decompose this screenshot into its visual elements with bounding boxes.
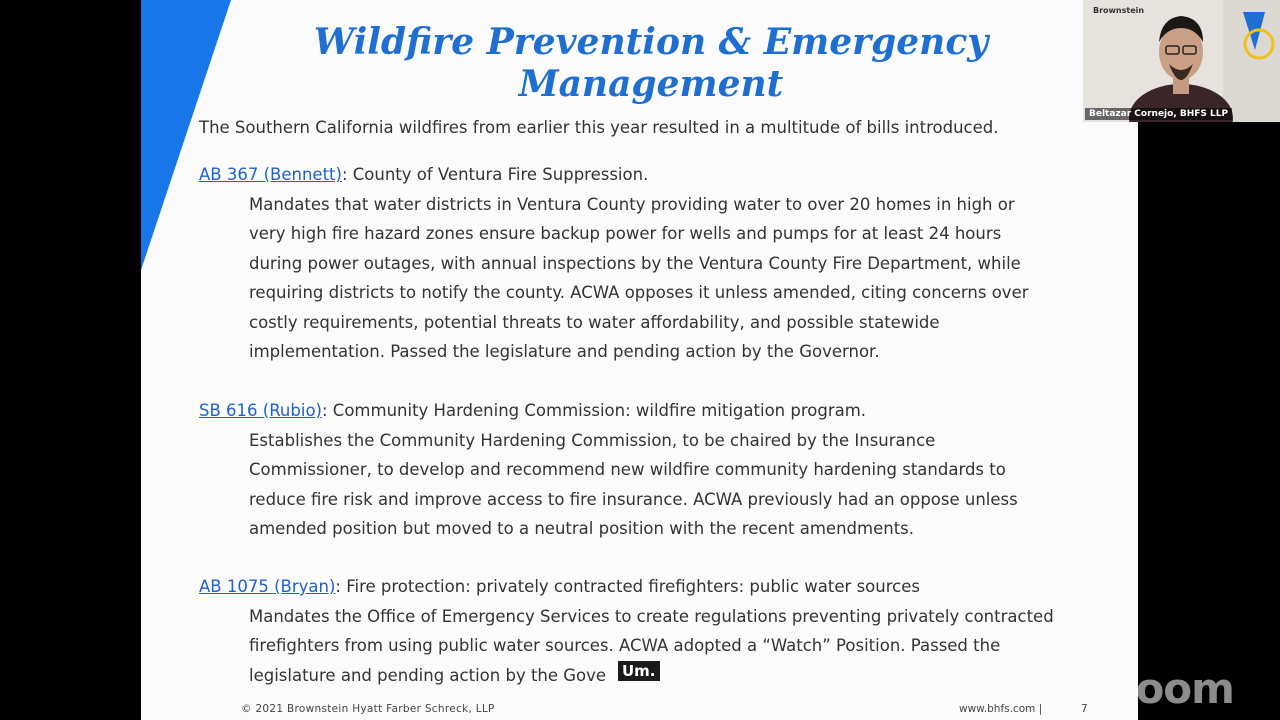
bill-link[interactable]: SB 616 (Rubio) bbox=[199, 401, 322, 420]
bill-description bbox=[249, 602, 1099, 690]
description-line: firefighters from using public water sources. ACWA adopted a “Watch” Position. Passed the bbox=[249, 636, 1001, 656]
presentation-slide bbox=[141, 0, 1138, 720]
bill-description bbox=[249, 190, 1099, 366]
description-line: implementation. Passed the legislature and pending action by the Governor. bbox=[249, 342, 880, 362]
description-line: costly requirements, potential threats to water affordability, and possible statewide bbox=[249, 312, 940, 332]
bill-heading bbox=[199, 577, 920, 596]
slide-title-line2: Management bbox=[518, 63, 784, 105]
bill-description bbox=[249, 426, 1099, 544]
speaker-video-tile[interactable] bbox=[1083, 0, 1280, 122]
description-line: amended position but moved to a neutral position with the recent amendments. bbox=[249, 519, 915, 539]
footer-website: www.bhfs.com | bbox=[959, 703, 1043, 715]
slide-page-number: 7 bbox=[1081, 703, 1088, 715]
slide-title-line1: Wildfire Prevention & Emergency bbox=[313, 21, 989, 63]
description-line: requiring districts to notify the county. ACWA opposes it unless amended, citing concerns over bbox=[249, 283, 1029, 303]
description-line: Commissioner, to develop and recommend new wildfire community hardening standards to bbox=[249, 460, 1006, 480]
bill-link[interactable]: AB 367 (Bennett) bbox=[199, 165, 342, 184]
live-caption: Um. bbox=[618, 661, 660, 681]
description-line: during power outages, with annual inspections by the Ventura County Fire Department, while bbox=[249, 253, 1021, 273]
bill-heading bbox=[199, 401, 866, 420]
footer-copyright: © 2021 Brownstein Hyatt Farber Schreck, LLP bbox=[241, 703, 495, 715]
zoom-watermark: zoom bbox=[1112, 664, 1234, 713]
bill-link[interactable]: AB 1075 (Bryan) bbox=[199, 577, 336, 596]
description-line: reduce fire risk and improve access to fire insurance. ACWA previously had an oppose unless bbox=[249, 489, 1018, 509]
bill-heading-text: : County of Ventura Fire Suppression. bbox=[341, 165, 649, 184]
description-line: very high fire hazard zones ensure backup power for wells and pumps for at least 24 hours bbox=[249, 224, 1002, 244]
brand-logo-icon bbox=[1233, 10, 1277, 70]
bill-heading-text: : Community Hardening Commission: wildfire mitigation program. bbox=[322, 401, 867, 420]
description-line: Establishes the Community Hardening Commission, to be chaired by the Insurance bbox=[249, 431, 936, 450]
video-brand-label: Brownstein bbox=[1093, 6, 1145, 15]
bill-heading bbox=[199, 165, 648, 184]
intro-text: The Southern California wildfires from earlier this year resulted in a multitude of bills introduced. bbox=[199, 118, 999, 137]
description-line: Mandates that water districts in Ventura County providing water to over 20 homes in high or bbox=[249, 195, 1015, 214]
bill-heading-text: : Fire protection: privately contracted firefighters: public water sources bbox=[335, 577, 920, 596]
description-line: legislature and pending action by the Gove bbox=[249, 665, 607, 685]
description-line: Mandates the Office of Emergency Services to create regulations preventing privately contracted bbox=[249, 607, 1054, 626]
participant-name-label: Beltazar Cornejo, BHFS LLP bbox=[1085, 108, 1232, 120]
